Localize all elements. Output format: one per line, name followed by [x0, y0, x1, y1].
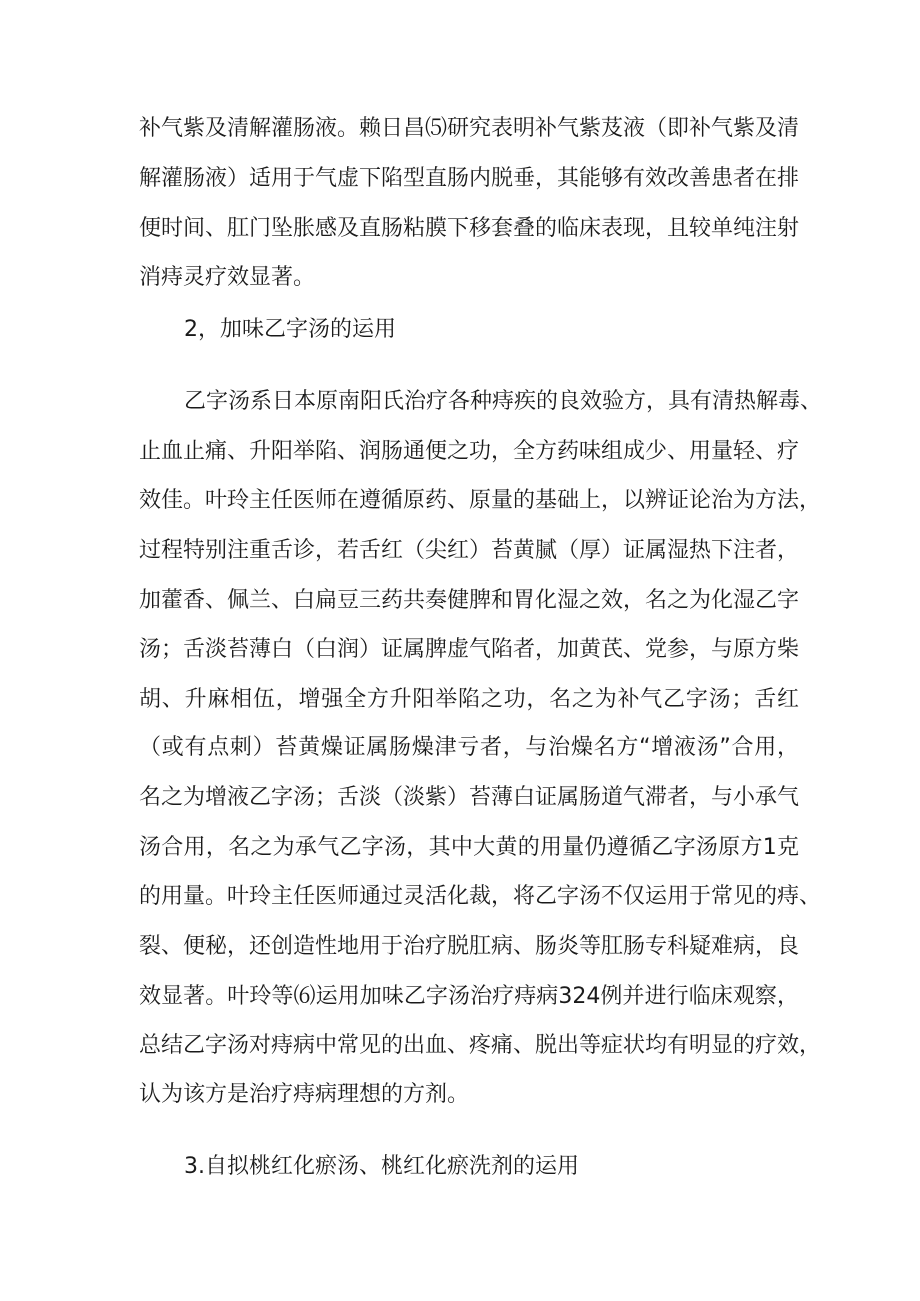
paragraph-line: 效佳。叶玲主任医师在遵循原药、原量的基础上，以辨证论治为方法， — [139, 488, 822, 513]
paragraph-line: 效显著。叶玲等⑹运用加味乙字汤治疗痔病324例并进行临床观察， — [139, 984, 799, 1009]
paragraph-line: 过程特别注重舌诊，若舌红（尖红）苔黄腻（厚）证属湿热下注者， — [139, 538, 800, 563]
paragraph-line: 认为该方是治疗痔病理想的方剂。 — [139, 1082, 470, 1107]
paragraph-line: 汤；舌淡苔薄白（白润）证属脾虚气陷者，加黄芪、党参，与原方柴 — [139, 637, 800, 662]
section-heading: 3.自拟桃红化瘀汤、桃红化瘀洗剂的运用 — [184, 1154, 579, 1179]
paragraph-line: 名之为增液乙字汤；舌淡（淡紫）苔薄白证属肠道气滞者，与小承气 — [139, 785, 800, 810]
paragraph-line: 乙字汤系日本原南阳氏治疗各种痔疾的良效验方，具有清热解毒、 — [184, 389, 823, 414]
paragraph-line: 总结乙字汤对痔病中常见的出血、疼痛、脱出等症状均有明显的疗效， — [139, 1033, 822, 1058]
paragraph-line: 补气紫及清解灌肠液。赖日昌⑸研究表明补气紫芨液（即补气紫及清 — [139, 116, 800, 141]
paragraph-line: 裂、便秘，还创造性地用于治疗脱肛病、肠炎等肛肠专科疑难病，良 — [139, 934, 800, 959]
paragraph-line: 止血止痛、升阳举陷、润肠通便之功，全方药味组成少、用量轻、疗 — [139, 439, 800, 464]
paragraph-line: 消痔灵疗效显著。 — [139, 265, 316, 290]
paragraph-line: （或有点刺）苔黄燥证属肠燥津亏者，与治燥名方“增液汤”合用， — [139, 735, 799, 760]
paragraph-line: 加藿香、佩兰、白扁豆三药共奏健脾和胃化湿之效，名之为化湿乙字 — [139, 588, 800, 613]
paragraph-line: 的用量。叶玲主任医师通过灵活化裁，将乙字汤不仅运用于常见的痔、 — [139, 884, 822, 909]
paragraph-line: 汤合用，名之为承气乙字汤，其中大黄的用量仍遵循乙字汤原方1克 — [139, 835, 799, 860]
paragraph-line: 便时间、肛门坠胀感及直肠粘膜下移套叠的临床表现，且较单纯注射 — [139, 216, 800, 241]
section-heading: 2，加味乙字汤的运用 — [184, 317, 396, 342]
paragraph-line: 解灌肠液）适用于气虚下陷型直肠内脱垂，其能够有效改善患者在排 — [139, 166, 800, 191]
paragraph-line: 胡、升麻相伍，增强全方升阳举陷之功，名之为补气乙字汤；舌红 — [139, 687, 799, 712]
